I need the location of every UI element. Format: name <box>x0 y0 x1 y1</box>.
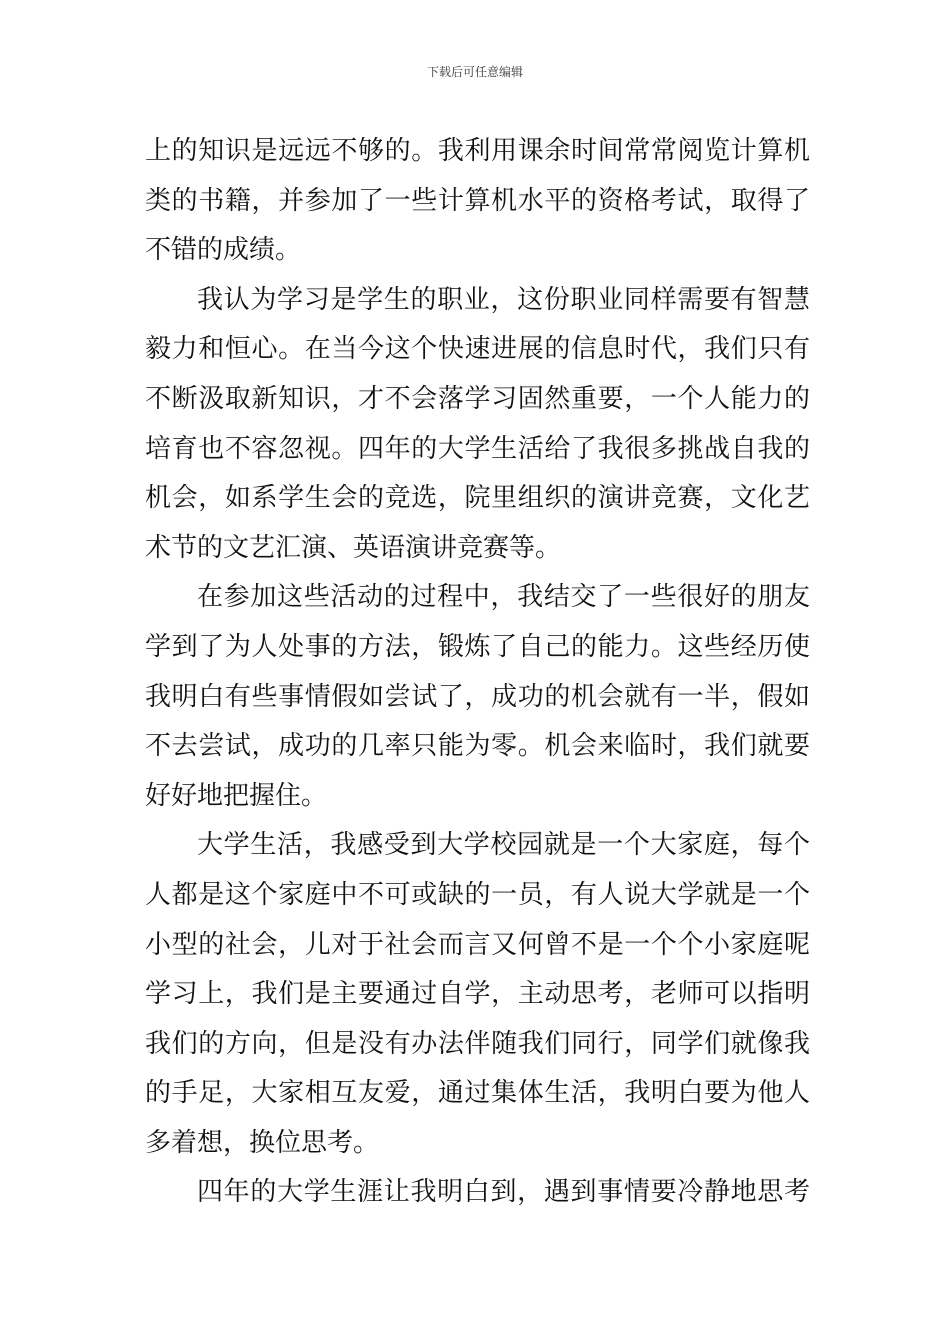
page-header: 下载后可任意编辑 <box>426 65 523 79</box>
text-line: 小型的社会，儿对于社会而言又何曾不是一个个小家庭呢 <box>145 929 810 960</box>
text-line: 机会，如系学生会的竞选，院里组织的演讲竞赛，文化艺 <box>145 483 810 514</box>
body-text <box>145 127 810 1218</box>
text-line: 上的知识是远远不够的。我利用课余时间常常阅览计算机 <box>145 136 810 166</box>
text-line: 我们的方向，但是没有办法伴随我们同行，同学们就像我 <box>145 1028 810 1059</box>
text-line: 的手足，大家相互友爱，通过集体生活，我明白要为他人 <box>145 1078 810 1109</box>
text-line: 我明白有些事情假如尝试了，成功的机会就有一半，假如 <box>145 681 810 712</box>
text-line: 好好地把握住。 <box>145 780 328 811</box>
text-line: 学习上，我们是主要通过自学，主动思考，老师可以指明 <box>145 979 810 1010</box>
paragraph-first-line: 四年的大学生涯让我明白到，遇到事情要冷静地思考 <box>197 1177 810 1208</box>
text-line: 多着想，换位思考。 <box>145 1127 380 1158</box>
text-line: 培育也不容忽视。四年的大学生活给了我很多挑战自我的 <box>145 433 810 464</box>
paragraph-first-line: 我认为学习是学生的职业，这份职业同样需要有智慧 <box>197 284 810 315</box>
text-line: 不断汲取新知识，才不会落学习固然重要，一个人能力的 <box>145 383 810 414</box>
paragraph-first-line: 在参加这些活动的过程中，我结交了一些很好的朋友 <box>197 582 810 613</box>
text-line: 人都是这个家庭中不可或缺的一员，有人说大学就是一个 <box>145 879 810 910</box>
text-line: 不去尝试，成功的几率只能为零。机会来临时，我们就要 <box>145 731 810 762</box>
text-line: 类的书籍，并参加了一些计算机水平的资格考试，取得了 <box>145 185 810 216</box>
paragraph-first-line: 大学生活，我感受到大学校园就是一个大家庭，每个 <box>197 830 810 861</box>
text-line: 不错的成绩。 <box>145 235 302 266</box>
text-line: 术节的文艺汇演、英语演讲竞赛等。 <box>145 532 562 563</box>
text-line: 毅力和恒心。在当今这个快速进展的信息时代，我们只有 <box>145 334 810 365</box>
text-line: 学到了为人处事的方法，锻炼了自己的能力。这些经历使 <box>145 631 810 662</box>
